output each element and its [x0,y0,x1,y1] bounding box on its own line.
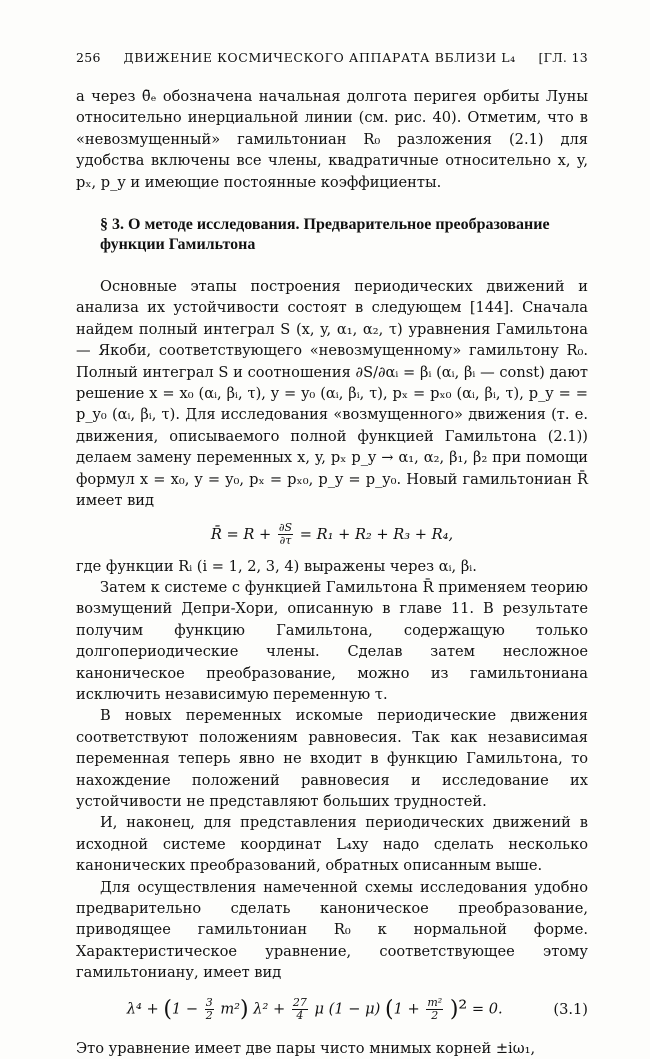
paragraph-functions: где функции Rᵢ (i = 1, 2, 3, 4) выражены через αᵢ, βᵢ. [76,557,477,575]
paragraph-roots: Это уравнение имеет две пары чисто мнимых корней ±iω₁, [76,1039,536,1057]
eq-term-lambda4: λ⁴ + [126,1000,159,1018]
formula-rhs: = R₁ + R₂ + R₃ + R₄, [299,525,454,543]
eq-term-lambda2: λ² + [253,1000,286,1018]
paragraph-continuation: а через θ̄ₑ обозначена начальная долгота перигея орбиты Луны относительно инерциальной линии (см. рис. 40). Отметим, что в «невозмущенный» гамильтониан R₀ разложения (2.1) для удобства включены все члены, квадратичные относительно x, y, pₓ, p_y и имеющие постоянные коэффициенты. [76,88,588,191]
paragraph-normal-form: Для осуществления намеченной схемы исследования удобно предварительно сделать каноническое преобразование, приводящее гамильтониан R₀ к нормальной форме. Характеристическое уравнение, соответствующее этому гамильтониану, имеет вид [76,878,588,982]
fraction-ds-dtau [278,522,293,547]
fraction-numerator: ∂S [278,521,293,534]
paragraph-perturbation: Затем к системе с функцией Гамильтона R̄ применяем теорию возмущений Депри-Хори, описанную в главе 11. В результате получим функцию Гамильтона, содержащую только долгопериодические члены. Сделав затем несложное каноническое преобразование, можно из гамильтониана исключить независимую переменную τ. [76,578,588,703]
eq-paren-open: ( [384,996,394,1022]
eq-term-m2: m² [220,1000,241,1018]
paragraph-equilibrium: В новых переменных искомые периодические движения соответствуют положениям равновесия. Так как независимая переменная теперь явно не входит в функцию Гамильтона, то нахождение положений равновесия и исследование их устойчивости не представляют больших трудностей. [76,707,588,810]
page-number: 256 [76,50,101,65]
paragraph-method: Основные этапы построения периодических движений и анализа их устойчивости состоят в следующем [144]. Сначала найдем полный интеграл S (x, y, α₁, α₂, τ) уравнения Гамильтона — Якоби, соответствующего «невозмущенному» гамильтону R₀. Полный интеграл S и соотношения ∂S/∂αᵢ = βᵢ (αᵢ, βᵢ — const) дают решение x = x₀ (αᵢ, βᵢ, τ), y = y₀ (αᵢ, βᵢ, τ), pₓ = pₓ₀ (αᵢ, βᵢ, τ), p_y = = p_y₀ (αᵢ, βᵢ, τ). Для исследования «возмущенного» движения (т. е. движения, описываемого полной функцией Гамильтона (2.1)) делаем замену переменных x, y, pₓ p_y → α₁, α₂, β₁, β₂ при помощи формул x = x₀, y = y₀, pₓ = pₓ₀, p_y = p_y₀. Новый гамильтониан R̄ имеет вид [76,278,588,510]
chapter-ref: [ГЛ. 13 [538,50,588,65]
eq-term-one-plus: 1 + [393,1000,420,1018]
main-text [76,86,588,1059]
running-header [76,50,588,65]
fraction-denominator: ∂τ [279,534,292,547]
eq-paren-open: ( [163,996,172,1022]
eq-term-one-minus: 1 − [171,1000,199,1018]
fraction-m2-half [426,997,443,1022]
fraction-numerator: 27 [292,996,307,1010]
paragraph-inverse: И, наконец, для представления периодических движений в исходной системе координат L₄xy надо сделать несколько канонических преобразований, обратных описанным выше. [76,814,588,875]
fraction-three-halves [205,997,214,1022]
eq-paren-close-squared: )² [449,996,468,1022]
equation-body [76,997,553,1022]
formula-new-hamiltonian [76,520,588,550]
fraction-numerator: 3 [205,996,213,1010]
fraction-denominator: 2 [205,1009,213,1023]
equation-number: (3.1) [553,1000,588,1018]
fraction-numerator: m² [427,996,443,1010]
eq-paren-close: ) [240,996,249,1022]
fraction-denominator: 2 [431,1009,439,1023]
section-heading: § 3. О методе исследования. Предварительное преобразование функции Гамильтона [100,216,550,254]
fraction-denominator: 4 [296,1009,304,1023]
formula-lhs: R̄ = R + [210,525,272,543]
eq-term-mu: μ (1 − μ) [314,1000,381,1018]
fraction-27-quarters [292,997,308,1022]
eq-equals-zero: = 0. [471,1000,503,1018]
running-title: ДВИЖЕНИЕ КОСМИЧЕСКОГО АППАРАТА ВБЛИЗИ L₄ [123,50,516,65]
formula-characteristic-equation [76,992,588,1028]
